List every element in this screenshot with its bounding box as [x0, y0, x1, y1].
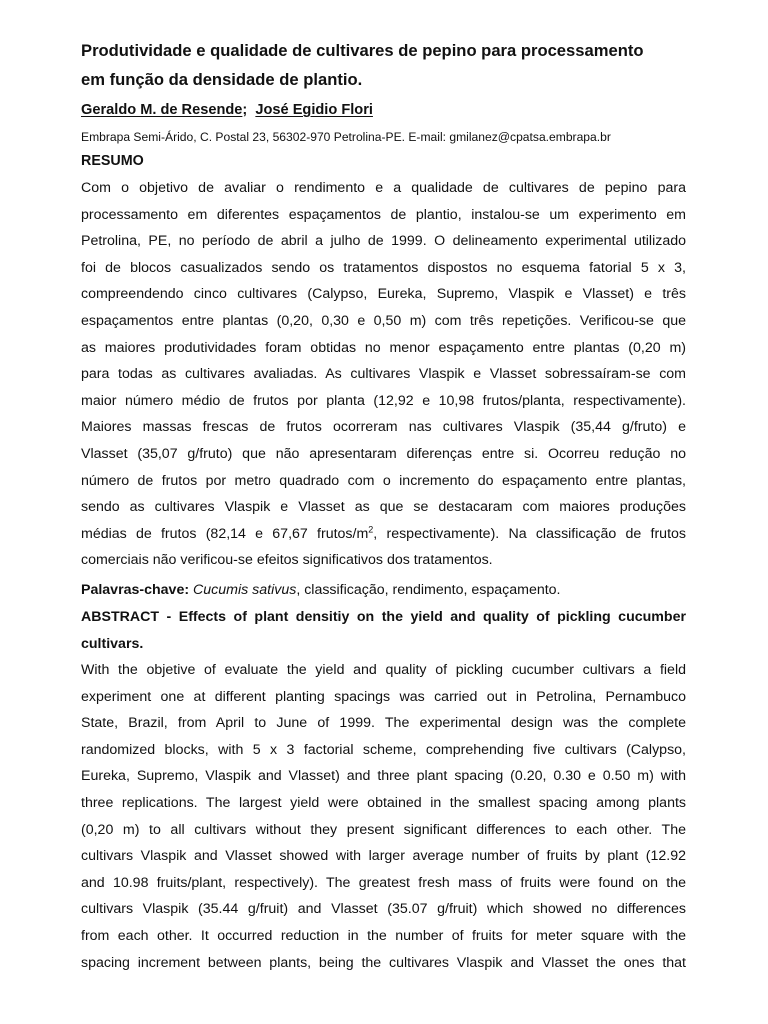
paper-title [81, 36, 693, 94]
superscript-2: 2 [368, 523, 374, 534]
keywords-rest: , classificação, rendimento, espaçamento. [296, 582, 561, 598]
abstract-line: cultivars Vlaspik and Vlasset showed with larger average number of fruits by plant (12.92 [81, 848, 686, 865]
resumo-line-14-part-1: médias de frutos (82,14 e 67,67 frutos/m [81, 525, 369, 542]
abstract-body [81, 657, 686, 976]
abstract-line: spacing increment between plants, being the cultivares Vlaspik and Vlasset the ones that [81, 954, 686, 971]
keywords-line [81, 577, 561, 604]
resumo-line: Petrolina, PE, no período de abril a julho de 1999. O delineamento experimental utilizado [81, 233, 686, 250]
affiliation: Embrapa Semi-Árido, C. Postal 23, 56302-970 Petrolina-PE. E-mail: gmilanez@cpatsa.embrapa.br [81, 130, 611, 144]
resumo-line: Maiores massas frescas de frutos ocorreram nas cultivares Vlaspik (35,44 g/fruto) e [81, 419, 686, 436]
keywords-label: Palavras-chave: [81, 582, 190, 598]
abstract-line: and 10.98 fruits/plant, respectively). The greatest fresh mass of fruits were found on the [81, 874, 686, 891]
abstract-title [81, 604, 686, 657]
resumo-line: as maiores produtividades foram obtidas no menor espaçamento entre plantas (0,20 m) [81, 339, 686, 356]
resumo-heading: RESUMO [81, 153, 144, 169]
abstract-line: (0,20 m) to all cultivars without they present significant differences to each other. The [81, 821, 686, 838]
abstract-line: cultivars Vlaspik (35.44 g/fruit) and Vlasset (35.07 g/fruit) which showed no differences [81, 901, 686, 918]
resumo-line: para todas as cultivares avaliadas. As cultivares Vlaspik e Vlasset sobressaíram-se com [81, 366, 686, 383]
resumo-line: Vlasset (35,07 g/fruto) que não apresentaram diferenças entre si. Ocorreu redução no [81, 445, 686, 462]
abstract-line: State, Brazil, from April to June of 1999. The experimental design was the complete [81, 715, 686, 732]
resumo-line: foi de blocos casualizados sendo os tratamentos dispostos no esquema fatorial 5 x 3, [81, 259, 686, 276]
abstract-title-line-2: cultivars. [81, 635, 144, 652]
resumo-line: compreendendo cinco cultivares (Calypso, Eureka, Supremo, Vlaspik e Vlasset) e três [81, 286, 686, 303]
resumo-line-with-superscript [81, 521, 686, 548]
authors-line [81, 99, 373, 121]
resumo-body [81, 175, 686, 574]
abstract-line: three replications. The largest yield were obtained in the smallest spacing among plants [81, 794, 686, 811]
abstract-line: With the objetive of evaluate the yield and quality of pickling cucumber cultivars a field [81, 662, 686, 678]
resumo-line: comerciais não verificou-se efeitos significativos dos tratamentos. [81, 552, 493, 569]
resumo-line: Com o objetivo de avaliar o rendimento e a qualidade de cultivares de pepino para [81, 180, 686, 196]
abstract-line: experiment one at different planting spacings was carried out in Petrolina, Pernambuco [81, 688, 686, 705]
resumo-line: processamento em diferentes espaçamentos de plantio, instalou-se um experimento em [81, 206, 686, 223]
resumo-line: maior número médio de frutos por planta (12,92 e 10,98 frutos/planta, respectivamente). [81, 392, 686, 409]
keyword-species: Cucumis sativus [193, 582, 297, 598]
paper-title-line-1: Produtividade e qualidade de cultivares de pepino para processamento [81, 41, 644, 60]
resumo-line: espaçamentos entre plantas (0,20, 0,30 e 0,50 m) com três repetições. Verificou-se que [81, 312, 686, 329]
abstract-line: from each other. It occurred reduction in the number of fruits for meter square with the [81, 927, 686, 944]
abstract-line: Eureka, Supremo, Vlaspik and Vlasset) and three plant spacing (0.20, 0.30 e 0.50 m) with [81, 768, 686, 785]
abstract-line: randomized blocks, with 5 x 3 factorial scheme, comprehending five cultivars (Calypso, [81, 741, 686, 758]
author-separator: ; [242, 102, 248, 118]
abstract-title-line-1: ABSTRACT - Effects of plant densitiy on the yield and quality of pickling cucumber [81, 609, 686, 625]
resumo-line: sendo as cultivares Vlaspik e Vlasset as que se destacaram com maiores produções [81, 499, 686, 516]
author-2: José Egidio Flori [255, 102, 373, 118]
paper-title-line-2: em função da densidade de plantio. [81, 70, 363, 89]
resumo-line: número de frutos por metro quadrado com o incremento do espaçamento entre plantas, [81, 472, 686, 489]
author-1: Geraldo M. de Resende [81, 102, 243, 118]
resumo-line-14-part-2: , respectivamente). Na classificação de frutos [373, 525, 686, 542]
